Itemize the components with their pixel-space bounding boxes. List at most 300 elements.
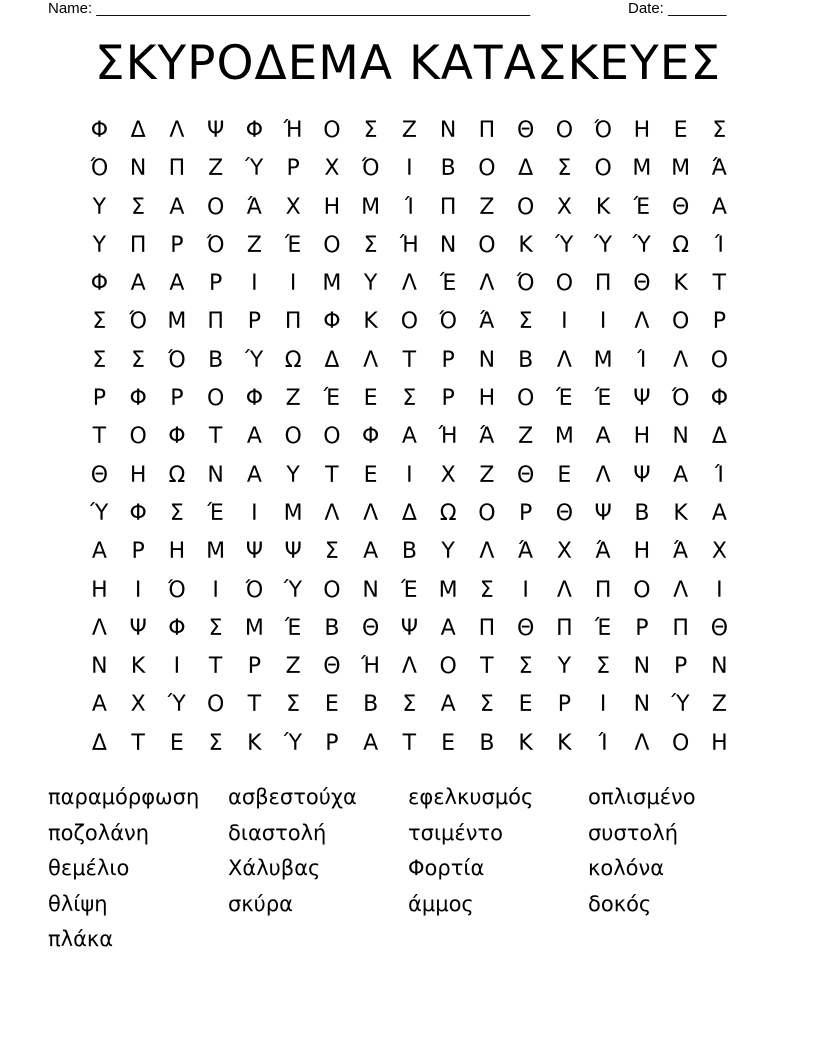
grid-cell: Έ [284,615,302,641]
grid-cell: Ν [633,654,651,680]
grid-cell: Κ [247,730,262,756]
grid-cell: Ή [361,654,381,680]
grid-cell: Σ [324,539,339,565]
grid-cell: Σ [131,194,146,220]
grid-cell: Ό [90,156,109,182]
grid-cell: Τ [402,347,417,373]
grid-cell: Β [479,730,495,756]
grid-cell: Έ [439,271,457,297]
grid-cell: Λ [673,347,689,373]
grid-cell: Φ [710,386,729,412]
grid-cell: Ι [173,654,181,680]
grid-cell: Ρ [286,156,300,182]
grid-cell: Ο [206,386,225,412]
grid-cell: Ν [478,347,496,373]
grid-cell: Ά [246,194,262,220]
grid-cell: Ν [672,424,689,450]
grid-cell: Κ [363,309,378,335]
grid-cell: Μ [361,194,381,220]
grid-cell: Υ [92,232,107,258]
grid-cell: Κ [518,232,533,258]
grid-cell: Χ [324,156,340,182]
grid-cell: Ψ [284,539,302,565]
grid-cell: Σ [518,309,533,335]
grid-cell: Δ [401,500,417,526]
grid-cell: Β [208,347,224,373]
grid-cell: Η [168,539,186,565]
grid-cell: Θ [555,500,574,526]
letter-grid [80,112,739,763]
grid-cell: Ζ [246,232,262,258]
word-list-item: δοκός [588,891,652,916]
grid-cell: Μ [244,615,264,641]
grid-cell: Έ [284,232,302,258]
word-list-item: εφελκυσμός [408,785,534,809]
grid-cell: Η [91,577,108,603]
grid-cell: Χ [440,462,456,488]
grid-cell: Ό [516,271,535,297]
grid-cell: Α [401,424,417,450]
grid-cell: Ι [406,462,413,488]
word-list-item: πλάκα [48,927,114,951]
word-list-item: ασβεστούχα [228,785,357,809]
grid-cell: Τ [208,654,223,680]
grid-cell: Ν [439,118,457,143]
grid-cell: Η [711,730,728,756]
grid-cell: Λ [479,271,495,297]
grid-cell: Σ [92,309,107,335]
grid-cell: Ο [594,156,612,182]
grid-cell: Ε [169,730,184,756]
grid-cell: Ό [167,577,186,603]
grid-cell: Ί [598,730,608,756]
grid-cell: Α [363,539,379,565]
grid-cell: Ψ [245,539,264,565]
grid-cell: Τ [480,654,494,680]
grid-cell: Α [91,539,107,565]
grid-cell: Ε [518,692,533,718]
grid-cell: Ω [168,462,186,488]
grid-cell: Ψ [206,118,225,143]
grid-cell: Έ [633,194,651,220]
grid-cell: Ί [714,232,724,258]
grid-cell: Τ [325,462,339,488]
grid-cell: Κ [518,730,533,756]
grid-cell: Ο [439,654,457,680]
grid-cell: Α [440,615,456,641]
grid-cell: Ν [633,692,651,718]
grid-cell: Ο [323,118,341,143]
grid-cell: Ρ [441,347,455,373]
grid-cell: Ο [555,118,574,143]
grid-cell: Ο [671,730,690,756]
puzzle-title: ΣΚΥΡΟΔΕΜΑ ΚΑΤΑΣΚΕΥΕΣ [94,36,722,91]
grid-cell: Λ [634,730,650,756]
grid-cell: Ο [206,194,225,220]
grid-cell: Λ [479,539,495,565]
grid-cell: Ο [671,309,690,335]
grid-cell: Λ [91,615,107,641]
grid-cell: Φ [323,309,341,335]
grid-cell: Ί [714,462,724,488]
grid-cell: Δ [91,730,107,756]
grid-cell: Θ [633,271,651,297]
grid-cell: Ζ [285,386,301,412]
grid-cell: Σ [402,692,417,718]
grid-cell: Ό [439,309,458,335]
grid-cell: Μ [167,309,187,335]
grid-cell: Υ [363,271,378,297]
grid-cell: Α [169,194,185,220]
grid-cell: Ψ [633,462,651,488]
word-list-item: οπλισμένο [588,785,696,809]
grid-cell: Η [633,118,651,143]
grid-cell: Ι [599,309,607,335]
grid-cell: Ί [637,347,647,373]
grid-cell: Δ [130,118,146,143]
grid-cell: Ρ [131,539,145,565]
grid-cell: Α [246,462,262,488]
grid-cell: Ό [671,386,690,412]
grid-cell: Ι [251,271,258,297]
grid-cell: Θ [323,654,341,680]
grid-cell: Α [246,424,262,450]
grid-cell: Ρ [712,309,727,335]
grid-cell: Ι [289,271,297,297]
grid-cell: Π [168,156,186,182]
grid-cell: Π [594,271,612,297]
grid-cell: Ι [212,577,219,603]
grid-cell: Ύ [632,232,651,258]
grid-cell: Ρ [441,386,455,412]
grid-cell: Π [478,615,496,641]
grid-cell: Λ [556,347,572,373]
grid-cell: Σ [557,156,572,182]
grid-cell: Ρ [247,654,262,680]
grid-cell: Κ [673,500,688,526]
grid-cell: Ο [323,577,341,603]
grid-cell: Ο [284,424,302,450]
grid-cell: Έ [401,577,418,603]
grid-cell: Υ [286,462,300,488]
grid-cell: Ω [284,347,302,373]
grid-cell: Φ [245,386,264,412]
grid-cell: Σ [286,692,301,718]
grid-cell: Ύ [594,232,613,258]
grid-cell: Μ [593,347,613,373]
grid-cell: Η [633,539,651,565]
grid-cell: Φ [129,386,147,412]
grid-cell: Τ [247,692,262,718]
grid-cell: Μ [554,424,574,450]
grid-cell: Ψ [400,615,419,641]
grid-cell: Α [673,462,689,488]
grid-cell: Κ [130,654,146,680]
grid-cell: Β [363,692,379,718]
grid-cell: Έ [207,500,224,526]
grid-cell: Χ [711,539,727,565]
grid-cell: Σ [479,577,494,603]
grid-cell: Ό [129,309,148,335]
grid-cell: Ζ [285,654,301,680]
grid-cell: Φ [168,615,186,641]
word-list-item: θλίψη [48,891,108,916]
grid-cell: Β [440,156,456,182]
grid-cell: Ρ [673,654,688,680]
grid-cell: Φ [361,424,380,450]
grid-cell: Ζ [401,118,417,143]
grid-cell: Ύ [284,730,303,756]
grid-cell: Ά [518,539,534,565]
grid-cell: Α [363,730,379,756]
grid-cell: Σ [479,692,494,718]
grid-cell: Κ [557,730,572,756]
grid-cell: Β [324,615,340,641]
grid-cell: Η [129,462,147,488]
word-list-item: θεμέλιο [48,856,130,880]
grid-cell: Έ [594,386,612,412]
grid-cell: Α [711,500,727,526]
grid-cell: Ι [251,500,258,526]
grid-cell: Ε [441,730,456,756]
grid-cell: Κ [673,271,688,297]
grid-cell: Ά [479,424,495,450]
word-list-item: παραμόρφωση [48,785,200,809]
grid-cell: Ύ [167,692,186,718]
grid-cell: Ό [167,347,186,373]
grid-cell: Μ [206,539,226,565]
grid-cell: Ο [633,577,651,603]
grid-cell: Ά [711,156,727,182]
grid-cell: Ρ [170,386,184,412]
grid-cell: Ω [672,232,690,258]
grid-cell: Ν [439,232,457,258]
grid-cell: Η [478,386,496,412]
grid-cell: Λ [673,577,689,603]
grid-cell: Ζ [208,156,224,182]
grid-cell: Σ [169,500,184,526]
grid-cell: Ψ [594,500,612,526]
grid-cell: Χ [556,539,572,565]
grid-cell: Ρ [92,386,107,412]
grid-cell: Σ [518,654,533,680]
grid-cell: Ρ [208,271,223,297]
grid-cell: Λ [401,654,417,680]
grid-cell: Β [634,500,650,526]
grid-cell: Ο [555,271,574,297]
grid-cell: Τ [208,424,223,450]
grid-cell: Ό [245,577,264,603]
grid-cell: Ο [516,386,535,412]
grid-cell: Ι [716,577,723,603]
grid-cell: Σ [92,347,107,373]
grid-cell: Ο [323,232,341,258]
grid-cell: Ζ [518,424,534,450]
grid-cell: Υ [92,194,107,220]
grid-cell: Υ [557,654,572,680]
grid-cell: Ρ [170,232,184,258]
grid-cell: Σ [596,654,611,680]
word-list-item: άμμος [408,891,474,916]
grid-cell: Μ [671,156,691,182]
grid-cell: Θ [361,615,380,641]
grid-cell: Σ [131,347,146,373]
grid-cell: Ρ [635,615,649,641]
grid-cell: Π [207,309,224,335]
grid-cell: Χ [556,194,572,220]
grid-cell: Ύ [284,577,303,603]
grid-cell: Ζ [479,462,495,488]
grid-cell: Χ [285,194,301,220]
grid-cell: Π [556,615,573,641]
grid-cell: Α [130,271,146,297]
grid-cell: Φ [90,118,109,143]
grid-cell: Ε [673,118,688,143]
grid-cell: Δ [518,156,534,182]
word-list-item: κολόνα [588,856,665,880]
grid-cell: Α [169,271,185,297]
grid-cell: Μ [283,500,303,526]
name-field-label: Name: ____________________________________________________ [48,0,531,17]
grid-cell: Η [323,194,341,220]
grid-cell: Β [401,539,417,565]
grid-cell: Τ [131,730,145,756]
grid-cell: Σ [363,118,378,143]
grid-cell: Β [518,347,534,373]
word-list-item: ποζολάνη [48,820,150,845]
grid-cell: Δ [324,347,340,373]
grid-cell: Ή [438,424,458,450]
grid-cell: Ά [479,309,495,335]
grid-cell: Ο [129,424,147,450]
grid-cell: Έ [323,386,341,412]
grid-cell: Φ [168,424,186,450]
grid-cell: Ύ [555,232,574,258]
grid-cell: Χ [130,692,146,718]
grid-cell: Ψ [633,386,651,412]
grid-cell: Τ [712,271,727,297]
grid-cell: Τ [92,424,107,450]
grid-cell: Η [633,424,651,450]
grid-cell: Μ [322,271,342,297]
grid-cell: Ο [206,692,225,718]
grid-cell: Ο [710,347,729,373]
grid-cell: Τ [402,730,417,756]
grid-cell: Ε [557,462,572,488]
grid-cell: Ρ [325,730,339,756]
grid-cell: Ε [363,462,378,488]
grid-cell: Ι [561,309,568,335]
grid-cell: Ο [478,156,496,182]
grid-cell: Σ [208,730,223,756]
grid-cell: Π [439,194,457,220]
grid-cell: Λ [401,271,417,297]
grid-cell: Π [672,615,689,641]
grid-cell: Κ [595,194,611,220]
grid-cell: Μ [438,577,458,603]
grid-cell: Λ [363,500,379,526]
grid-cell: Ρ [518,500,533,526]
grid-cell: Σ [363,232,378,258]
grid-cell: Έ [594,615,612,641]
grid-cell: Ύ [245,156,264,182]
grid-cell: Α [440,692,456,718]
grid-cell: Ο [478,232,496,258]
grid-cell: Ν [91,654,108,680]
grid-cell: Ύ [671,692,690,718]
grid-cell: Π [594,577,612,603]
grid-cell: Σ [208,615,223,641]
grid-cell: Ύ [90,500,109,526]
grid-cell: Ν [129,156,147,182]
grid-cell: Ψ [129,615,147,641]
grid-cell: Υ [441,539,455,565]
word-list-item: Χάλυβας [228,856,321,880]
grid-cell: Ζ [479,194,495,220]
grid-cell: Σ [712,118,727,143]
grid-cell: Φ [129,500,147,526]
grid-cell: Λ [634,309,650,335]
grid-cell: Λ [556,577,572,603]
grid-cell: Θ [516,615,535,641]
grid-cell: Α [91,692,107,718]
grid-cell: Λ [595,462,611,488]
grid-cell: Ό [206,232,225,258]
grid-cell: Θ [90,462,109,488]
grid-cell: Ή [399,232,419,258]
grid-cell: Ι [522,577,529,603]
grid-cell: Π [284,309,302,335]
grid-cell: Α [595,424,611,450]
word-list-item: Φορτία [408,856,485,880]
grid-cell: Ν [711,654,728,680]
grid-cell: Ι [134,577,142,603]
grid-cell: Ό [594,118,613,143]
grid-cell: Λ [169,118,185,143]
word-list [48,780,768,958]
grid-cell: Δ [711,424,727,450]
grid-cell: Ι [406,156,413,182]
grid-cell: Ά [595,539,611,565]
grid-cell: Έ [556,386,573,412]
grid-cell: Ω [439,500,457,526]
grid-cell: Σ [402,386,417,412]
grid-cell: Π [129,232,147,258]
word-list-item: σκύρα [228,891,294,916]
grid-cell: Θ [516,462,535,488]
grid-cell: Θ [516,118,535,143]
grid-cell: Ζ [711,692,727,718]
grid-cell: Μ [632,156,652,182]
grid-cell: Ρ [247,309,262,335]
grid-cell: Ο [478,500,496,526]
date-field-label: Date: _______ [628,0,727,17]
grid-cell: Ρ [557,692,572,718]
grid-cell: Θ [671,194,690,220]
grid-cell: Α [711,194,727,220]
grid-cell: Ή [283,118,303,143]
word-list-item: διαστολή [228,820,327,845]
grid-cell: Ύ [245,347,264,373]
grid-cell: Ί [404,194,414,220]
word-list-item: συστολή [588,820,678,845]
grid-cell: Ο [323,424,341,450]
grid-cell: Ι [599,692,607,718]
grid-cell: Θ [710,615,729,641]
grid-cell: Ά [673,539,689,565]
grid-cell: Ο [400,309,419,335]
word-list-item: τσιμέντο [408,820,503,845]
